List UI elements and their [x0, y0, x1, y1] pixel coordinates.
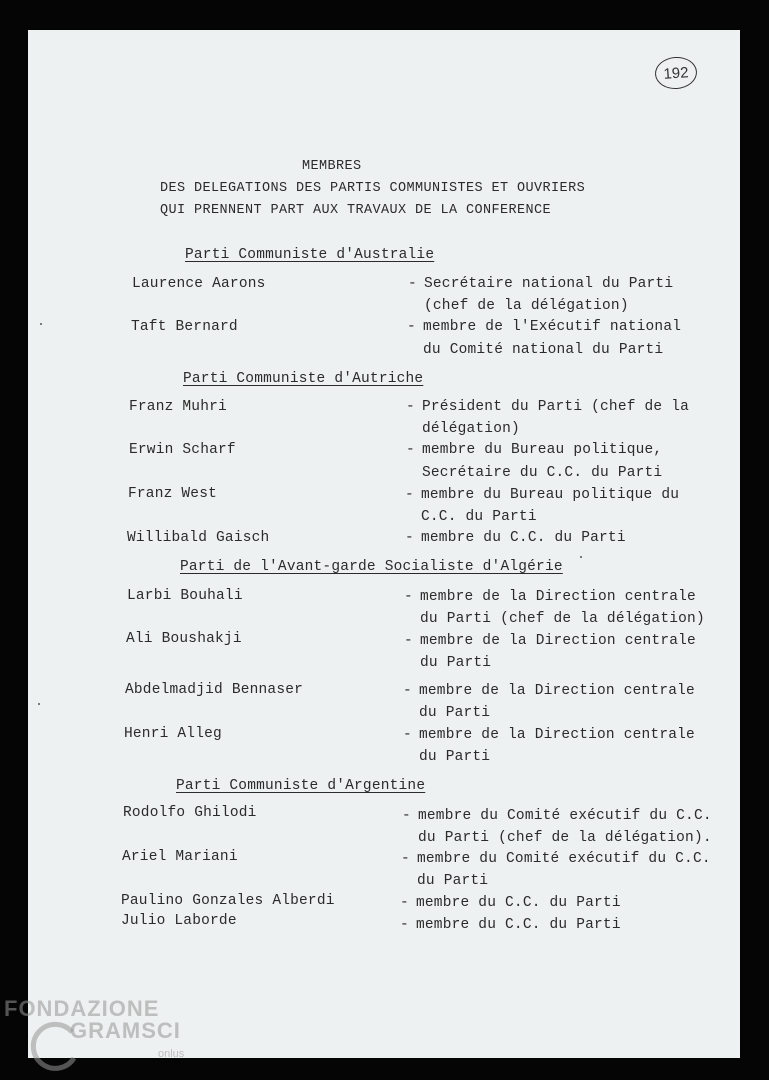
member-role: (chef de la délégation) [424, 298, 629, 314]
member-name: Taft Bernard [131, 319, 238, 335]
member-role: membre du Bureau politique, [422, 442, 663, 458]
member-role: membre de la Direction centrale [420, 589, 696, 605]
member-role: membre de la Direction centrale [419, 727, 695, 743]
member-name: Franz West [128, 486, 218, 502]
member-role: du Parti (chef de la délégation) [420, 611, 705, 627]
member-role: membre de l'Exécutif national [423, 319, 682, 335]
title-line-1: MEMBRES [302, 159, 362, 174]
dash: - [404, 633, 413, 649]
title-line-3: QUI PRENNENT PART AUX TRAVAUX DE LA CONFERENCE [160, 203, 552, 218]
member-role: du Parti [419, 705, 491, 721]
member-name: Rodolfo Ghilodi [123, 805, 257, 821]
dash: - [401, 851, 410, 867]
dash: - [405, 487, 414, 503]
member-name: Franz Muhri [129, 399, 227, 415]
dash: - [404, 589, 413, 605]
section-heading: Parti Communiste d'Australie [185, 247, 435, 263]
member-name: Henri Alleg [124, 726, 222, 742]
member-role: membre du Comité exécutif du C.C. [418, 808, 712, 824]
member-role: membre du Bureau politique du [421, 487, 680, 503]
dash: - [400, 895, 409, 911]
dash: - [403, 683, 412, 699]
dash: - [406, 399, 415, 415]
member-role: membre du C.C. du Parti [416, 895, 621, 911]
member-role: C.C. du Parti [421, 509, 537, 525]
margin-mark [38, 703, 40, 705]
section-heading: Parti de l'Avant-garde Socialiste d'Algérie [180, 559, 563, 575]
member-name: Ariel Mariani [122, 849, 238, 865]
member-name: Larbi Bouhali [127, 588, 243, 604]
member-role: délégation) [422, 421, 520, 437]
member-name: Julio Laborde [121, 913, 237, 929]
member-role: membre du C.C. du Parti [421, 530, 626, 546]
member-name: Abdelmadjid Bennaser [125, 682, 304, 698]
member-role: Secrétaire national du Parti [424, 276, 674, 292]
dash: - [402, 808, 411, 824]
member-name: Paulino Gonzales Alberdi [121, 893, 335, 909]
margin-mark [40, 323, 42, 325]
member-role: du Comité national du Parti [423, 342, 664, 358]
margin-mark [580, 556, 582, 558]
member-name: Ali Boushakji [126, 631, 242, 647]
member-role: membre de la Direction centrale [420, 633, 696, 649]
member-role: membre de la Direction centrale [419, 683, 695, 699]
member-name: Laurence Aarons [132, 276, 266, 292]
dash: - [408, 276, 417, 292]
member-name: Erwin Scharf [129, 442, 236, 458]
dash: - [406, 442, 415, 458]
member-role: du Parti [417, 873, 489, 889]
dash: - [403, 727, 412, 743]
watermark-gramsci: GRAMSCI [70, 1018, 181, 1043]
member-role: du Parti (chef de la délégation). [418, 830, 712, 846]
member-role: Secrétaire du C.C. du Parti [422, 465, 663, 481]
dash: - [407, 319, 416, 335]
dash: - [405, 530, 414, 546]
watermark-logo-icon [28, 1018, 86, 1076]
dash: - [400, 917, 409, 933]
page-number-stamp: 192 [654, 56, 698, 91]
member-role: du Parti [420, 655, 492, 671]
title-line-2: DES DELEGATIONS DES PARTIS COMMUNISTES ET OUVRIERS [160, 181, 586, 196]
watermark-onlus: onlus [158, 1048, 185, 1060]
member-name: Willibald Gaisch [127, 530, 270, 546]
member-role: du Parti [419, 749, 491, 765]
member-role: membre du C.C. du Parti [416, 917, 621, 933]
member-role: Président du Parti (chef de la [422, 399, 690, 415]
member-role: membre du Comité exécutif du C.C. [417, 851, 711, 867]
section-heading: Parti Communiste d'Autriche [183, 371, 424, 387]
watermark-fondazione: FONDAZIONE [4, 996, 160, 1021]
section-heading: Parti Communiste d'Argentine [176, 778, 426, 794]
